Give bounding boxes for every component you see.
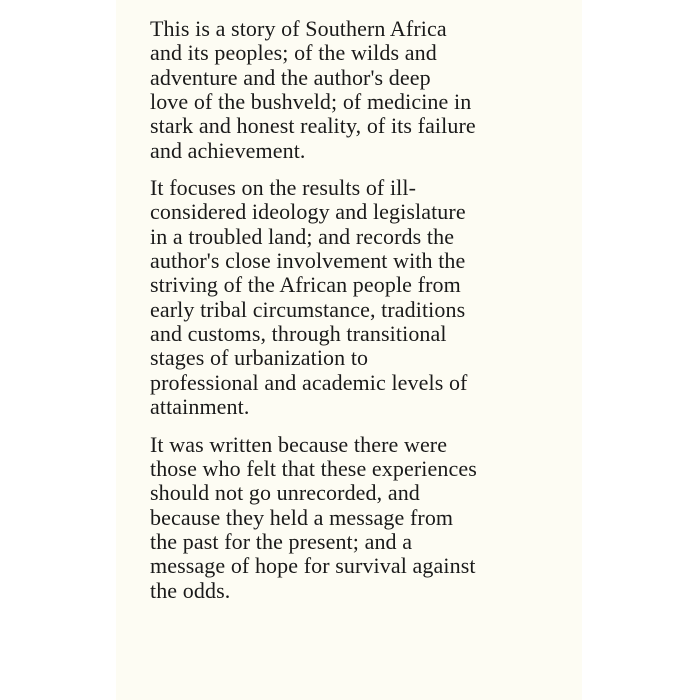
text-line: It focuses on the results of ill-: [150, 175, 417, 201]
text-line: and customs, through transitional: [150, 321, 447, 347]
text-line: adventure and the author's deep: [150, 64, 431, 90]
text-line: in a troubled land; and records the: [150, 223, 455, 249]
text-line: stages of urbanization to: [150, 345, 369, 371]
text-line: professional and academic levels of: [150, 369, 468, 395]
text-line: attainment.: [150, 394, 250, 420]
paragraph-3: [150, 433, 580, 603]
text-line: and its peoples; of the wilds and: [150, 40, 437, 66]
text-line: should not go unrecorded, and: [150, 480, 420, 506]
text-line: stark and honest reality, of its failure: [150, 113, 476, 139]
text-line: because they held a message from: [150, 504, 454, 530]
text-line: and achievement.: [150, 137, 306, 163]
book-blurb-text: [150, 17, 580, 603]
text-line: the odds.: [150, 577, 231, 603]
text-line: author's close involvement with the: [150, 248, 466, 274]
paragraph-1: [150, 17, 580, 163]
text-line: love of the bushveld; of medicine in: [150, 89, 472, 115]
paragraph-2: [150, 176, 580, 419]
text-line: It was written because there were: [150, 431, 448, 457]
text-line: those who felt that these experiences: [150, 455, 477, 481]
text-line: the past for the present; and a: [150, 528, 413, 554]
text-line: This is a story of Southern Africa: [150, 16, 447, 41]
text-line: striving of the African people from: [150, 272, 461, 298]
text-line: message of hope for survival against: [150, 553, 476, 579]
text-line: considered ideology and legislature: [150, 199, 466, 225]
text-line: early tribal circumstance, traditions: [150, 296, 466, 322]
